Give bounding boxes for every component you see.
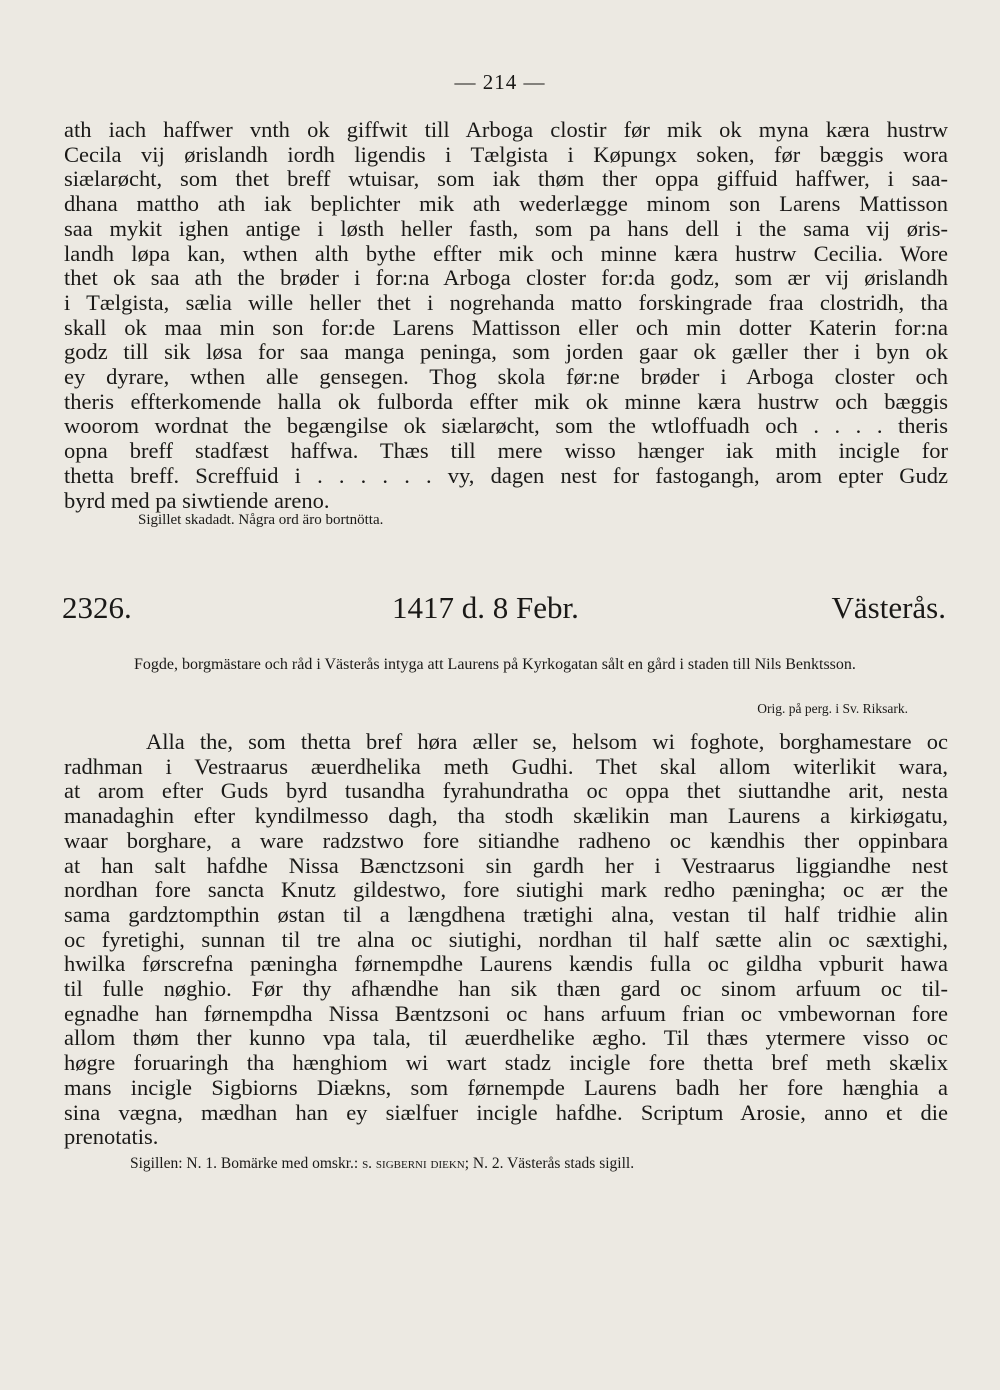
text-line: Alla the, som thetta bref høra æller se, helsom wi foghote, borghamestare oc bbox=[146, 730, 948, 754]
seal-legend: s. sigberni diekn bbox=[362, 1155, 465, 1172]
text-line: mans incigle Sigbiorns Diækns, som førnempde Laurens badh her fore hænghia a bbox=[64, 1075, 948, 1100]
text-line: sina vægna, mædhan han ey siælfuer incigle hafdhe. Scriptum Arosie, anno et die bbox=[64, 1100, 948, 1125]
text-line: nordhan fore sancta Knutz gildestwo, fore siutighi mark redho pæningha; oc ær the bbox=[64, 878, 948, 903]
charter-date: 1417 d. 8 Febr. bbox=[392, 590, 579, 625]
text-line: woorom wordnat the begængilse ok siælarøcht, som the wtloffuadh och . . . . theris bbox=[64, 414, 948, 439]
text-line: høgre foruaringh tha hænghiom wi wart stadz incigle fore thetta bref meth skælix bbox=[64, 1051, 948, 1076]
text-line: landh løpa kan, wthen alth bythe effter mik och minne kæra hustrw Cecilia. Wore bbox=[64, 241, 948, 266]
text-line: egnadhe han førnempdha Nissa Bæntzsoni oc hans arfuum frian oc vmbewornan fore bbox=[64, 1001, 948, 1026]
page-number: — 214 — bbox=[454, 70, 546, 94]
text-line: siælarøcht, som thet breff wtuisar, som iak thøm ther oppa giffuid haffwer, i saa- bbox=[64, 167, 948, 192]
text-line: Cecila vij ørislandh iordh ligendis i Tælgista i Køpungx soken, før bæggis wora bbox=[64, 142, 948, 167]
text-line: saa mykit ighen antige i løsth heller fasth, som pa hans dell i the sama vij øris- bbox=[64, 216, 948, 241]
text-line: til fulle nøghio. Før thy afhændhe han sik thæn gard oc sinom arfuum oc til- bbox=[64, 977, 948, 1002]
text-line: sama gardztompthin østan til a længdhena trætighi alna, vestan til half tridhie alin bbox=[64, 902, 948, 927]
charter-source: Orig. på perg. i Sv. Riksark. bbox=[757, 701, 908, 716]
seals-note-prefix: Sigillen: N. 1. Bomärke med omskr.: bbox=[130, 1155, 363, 1172]
text-line: prenotatis. bbox=[64, 1125, 159, 1150]
text-line: at arom efter Guds byrd tusandha fyrahundratha oc oppa thet siuttandhe arit, nesta bbox=[64, 779, 948, 804]
seals-note-suffix: ; N. 2. Västerås stads sigill. bbox=[464, 1155, 635, 1172]
text-line: thetta breff. Screffuid i . . . . . . vy, dagen nest for fastogangh, arom epter Gudz bbox=[64, 463, 948, 488]
text-line: radhman i Vestraarus æuerdhelika meth Gudhi. Thet skal allom witerlikit wara, bbox=[64, 754, 948, 779]
text-line: godz till sik løsa for saa manga peninga, som jorden gaar ok gæller ther i byn ok bbox=[64, 340, 948, 365]
charter-summary: Fogde, borgmästare och råd i Västerås intyga att Laurens på Kyrkogatan sålt en gård i staden till Nils Benktsson. bbox=[134, 656, 856, 673]
text-line: ey dyrare, wthen alle gensegen. Thog skola før:ne brøder i Arboga closter och bbox=[64, 365, 948, 390]
text-line: ath iach haffwer vnth ok giffwit till Arboga clostir før mik ok myna kæra hustrw bbox=[64, 118, 948, 142]
text-line: thet ok saa ath the brøder i for:na Arboga closter for:da godz, som ær vij ørislandh bbox=[64, 266, 948, 291]
text-line: i Tælgista, sælia wille heller thet i nogrehanda matto forskingrade fraa clostridh, tha bbox=[64, 290, 948, 315]
charter-text bbox=[64, 730, 948, 1150]
charter-number: 2326. bbox=[62, 590, 132, 625]
letter-continuation-text bbox=[64, 118, 948, 513]
text-line: skall ok maa min son for:de Larens Mattisson eller och min dotter Katerin for:na bbox=[64, 315, 948, 340]
text-line: oc fyretighi, sunnan til tre alna oc siutighi, nordhan til half sætte alin oc sæxtighi, bbox=[64, 927, 948, 952]
seal-condition-note: Sigillet skadadt. Några ord äro bortnötta. bbox=[138, 512, 384, 528]
text-line: dhana mattho ath iak beplichter mik ath wederlægge minom son Larens Mattisson bbox=[64, 192, 948, 217]
text-line: opna breff stadfæst haffwa. Thæs till mere wisso hænger iak mith incigle for bbox=[64, 439, 948, 464]
charter-heading bbox=[62, 590, 946, 630]
text-line: hwilka førscrefna pæningha førnempdhe Laurens kændis fulla oc gildha vpburit hawa bbox=[64, 952, 948, 977]
text-line: theris effterkomende halla ok fulborda effter mik ok minne kæra hustrw och bæggis bbox=[64, 389, 948, 414]
text-line: allom thøm ther kunno vpa tala, til æuerdhelike ægho. Til thæs ytermere visso oc bbox=[64, 1026, 948, 1051]
text-line: byrd med pa siwtiende areno. bbox=[64, 488, 330, 513]
seals-note bbox=[130, 1155, 634, 1173]
text-line: manadaghin efter kyndilmesso dagh, tha stodh skælikin man Laurens a kirkiøgatu, bbox=[64, 804, 948, 829]
text-line: waar borghare, a ware radzstwo fore sitiandhe radheno oc kændhis ther oppinbara bbox=[64, 828, 948, 853]
text-line: at han salt hafdhe Nissa Bænctzsoni sin gardh her i Vestraarus liggiandhe nest bbox=[64, 853, 948, 878]
charter-place: Västerås. bbox=[831, 590, 946, 625]
